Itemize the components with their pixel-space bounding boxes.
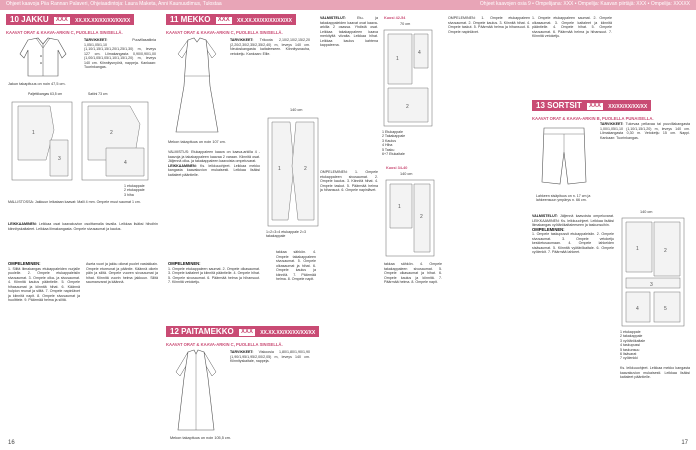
svg-text:3: 3 — [650, 282, 653, 288]
cutting-text: Leikkaa osat kaavakuvion osoittamalla tavalla. Leikkaa lisäksi hihoihin kiinnityskaitaleet. Leikkaa liimakangasta. Ompele sivusaumat ja kaulus. — [8, 222, 158, 231]
pattern-10-kicker: KAAVAT ORAT & KAAVA-ARKIN C, PUOLELLA SINISELLÄ. — [6, 30, 123, 35]
size-range-1: Kuosi 42-54 — [384, 16, 406, 20]
header-strip — [0, 0, 696, 10]
header-left-text: Ohjeet kaavoja Piia Rannan Palaveri, Ohjeiaadintoja: Laura Maketa, Anni Kaunuudimus, Tulostaa — [6, 1, 222, 7]
pattern-11-header — [166, 14, 296, 25]
page-number-right: 17 — [681, 440, 688, 446]
pattern-12-code: XXX — [240, 329, 253, 335]
cutting-legend-1: 1 Etukappale 2 Takakappale 3 Kaulus 4 Hiha 5 Tasku 6+7 Etukaitale — [382, 130, 406, 157]
materials-text: Tukevaa pellavaa tai puuvillakangasta 1,00/1,05/1,10 (1,10/1,15/1,20) m, leveys 140 cm. Liimakangasta 0,30 m. Vetoketju 15 cm. Nappi. Kankaan: Tuorinkangas. — [600, 122, 690, 140]
pattern-11-title: 11 MEKKO — [170, 15, 211, 24]
continued-text-6 — [620, 366, 690, 440]
materials-label: TARVIKKEET: — [230, 350, 254, 354]
continued-text-3 — [384, 262, 442, 440]
pattern-12-caption: Mekon takapituus on noin 105,5 cm. — [170, 436, 231, 440]
continued-text-1 — [320, 16, 378, 166]
pattern-11-materials — [230, 38, 310, 78]
shirt-dress-sketch-image — [170, 348, 222, 434]
svg-text:1: 1 — [32, 130, 35, 136]
pattern-13-measure: 140 cm — [640, 210, 653, 214]
pattern-11-kicker: KAAVAT ORAT & KAAVA-ARKIN C, PUOLELLA SINISELLÄ. — [166, 30, 283, 35]
svg-text:4: 4 — [636, 306, 639, 312]
prep-text: VALMISTUS: Etukappaleen kaava on kaava-arkilla 4 -kaavoja ja takakappaleen kaavaa 2 varaan. Kiinnitä osat. Jäljennä olka- ja takakappaleen kaavoista ompeluvarat. — [168, 150, 260, 164]
prep-text: Etu- ja takakappaleiden kaavat ovat kaava-arkilla 2 osassa. Yhdistä osat. Leikkaa takakappaleen kaava merkityltä viivalta. Leikkaa hihat. Leikkaa kaulus kahtena kappaleena. — [320, 16, 378, 48]
fabric-width-1: 70 cm — [400, 22, 411, 26]
jacket-sketch-image — [8, 36, 78, 80]
sewing-text: OMPELEMINEN: 1. Ompele etukappaleen sivusaumat. 2. Ompele kaulus. 3. Kiinnitä hihat. 4. Ompele taskut. 5. Päärmää helma ja hihansuut. 6. Ompele napinlävet. — [320, 170, 378, 193]
sewing-heading: OMPELEMINEN: — [532, 226, 565, 232]
materials-text: Viskoosia 1,80/1,80/1,90/1,90 (1,90/1,95/1,95/2,00/2,05) m, leveys 140 cm. Kiinnityskaitale, nappeja. — [230, 350, 310, 364]
pattern-13-materials — [600, 122, 690, 204]
pattern-11-caption: Mekon takapituus on noin 107 cm. — [168, 140, 226, 144]
continued-text-2 — [320, 170, 378, 440]
pattern-10-code: XXX — [55, 17, 68, 23]
pattern-10-title: 10 JAKKU — [10, 15, 49, 24]
sewing-heading: OMPELEMINEN: — [168, 262, 201, 266]
svg-text:4: 4 — [418, 50, 421, 56]
svg-text:1: 1 — [636, 246, 639, 252]
svg-text:5: 5 — [664, 306, 667, 312]
pattern-10-number: XX.XX.XX/XX/XX/XX/XX — [75, 18, 131, 24]
dress-cutting-layout — [266, 116, 320, 228]
pattern-11-code: XXX — [217, 17, 230, 23]
fabric-width-2: 140 cm — [400, 172, 413, 176]
pattern-10-sewing — [8, 262, 80, 432]
cutting-text: Ks. leikkuuohjeet. Leikkaa mekko kangasta kaavakuvion mukaisesti. Leikkaa lisäksi kaitaleet pääntielle. — [168, 163, 260, 177]
pattern-13-kicker: KAAVAT ORAT & KAAVA-ARKIN B, PUOLELLA PUNAISELLA. — [532, 116, 654, 121]
pattern-10-header — [6, 14, 134, 25]
sewing-text: 1. Silitä liimakangas etukappaleiden nurjalle puolelle. 2. Ompele etukappaleisiin sivusaumat. 3. Ompele olka- ja sivusaumat. 4. Kiinnitä kaulus pääntielle. 5. Ompele hihasaumat ja kiinnitä hihat. 6. Käännä hulpion reunat ja silitä. 7. Ompele napinlävet ja kiinnitä napit. 8. Ompele sivusaumat ja huolittele. 9. Päärmää helma ja silitä. — [8, 266, 80, 303]
svg-text:2: 2 — [406, 104, 409, 110]
svg-text:4: 4 — [124, 160, 127, 166]
pattern-13-title: 13 SORTSIT — [536, 101, 582, 110]
legend-item: 2 etukappale — [124, 188, 145, 193]
pattern-10-sewing2 — [86, 262, 158, 432]
svg-text:1: 1 — [278, 166, 281, 172]
sewing-text: 1. Ompele etukappaleen saumat. 2. Ompele olkasaumat. 3. Ompele kaitaleet ja kiinnitä pääntielle. 4. Ompele hihat. 5. Ompele sivusaumat. 6. Päärmää helma ja hihansuut. 7. Kiinnitä vetoketju. — [532, 16, 612, 39]
cutting-label: LEIKKAAMINEN: — [8, 222, 37, 226]
pattern-11-legend: 1=2=3=4 etukappale 2=3 takakappale — [266, 230, 306, 239]
pattern-13-number: XX/XX/XX/XX/XX — [608, 104, 648, 110]
pattern-10-pocket-label: Paljettikangas 63,5 cm — [28, 92, 63, 96]
cutting-text: Ks. leikkuuohjeet. Leikkaa mekko kangasta kaavakuvion mukaisesti. Leikkaa lisäksi kaitaleet pääntielle. — [620, 366, 690, 380]
svg-text:2: 2 — [110, 130, 113, 136]
svg-text:1: 1 — [398, 204, 401, 210]
svg-text:2: 2 — [304, 166, 307, 172]
pattern-12-text — [276, 250, 316, 440]
pattern-13-legend: 1 etukappale 2 takakappale 3 vyötärökaitale 4 taskupussi 5 taskunsuu 6 lisävarat 7 vyölenkki — [620, 330, 646, 361]
header-right-text: Ohjeet kaavojen osia 9 • Ompelijana: XXX • Ompelija: Kaavan piirtäjä: XXX • Ompelija: XXXXX — [479, 1, 690, 7]
pattern-12-kicker: KAAVAT ORAT & KAAVA-ARKIN C, PUOLELLA SINISELLÄ. — [166, 342, 283, 347]
svg-text:2: 2 — [420, 214, 423, 220]
pattern-10-caption: Jakun takapituus on noin 47,5 cm. — [8, 82, 66, 86]
jacket-cutting-layout — [10, 100, 158, 182]
pattern-11-measure: 140 cm — [290, 108, 303, 112]
prep-label: VALMISTELUT: — [532, 214, 558, 218]
cutting-layout-size-42-54 — [382, 28, 434, 128]
continued-text-5 — [532, 16, 612, 96]
pattern-13-text — [532, 214, 614, 440]
pattern-10-satin-label: Satiini 73 cm — [88, 92, 108, 96]
size-range-2: Kuosi 34-40 — [386, 166, 408, 170]
prep-text: Jäljennä kaavoista ompeluvarat. LEIKKAAMINEN: Ks. leikkuuohjeet. Leikkaa lisäksi liimakangas vyötärökaitaleeseen ja taskunsuihin. — [532, 214, 614, 228]
dress-sketch-image — [168, 36, 226, 136]
materials-label: TARVIKKEET: — [230, 38, 254, 42]
sewing-text: 1. Ompele taskupussit etukappaleisiin. 2. Ompele sivusaumat. 3. Ompele vetoketju keskietusaumaan. 4. Ompele lahkeiden sisäsaumat. 5. Kiinnitä vyötärökaitale. 6. Ompele vyölenkit. 7. Päärmää lahkeet. — [532, 232, 614, 255]
sewing-text: 1. Ompele etukappaleen saumat. 2. Ompele olkasaumat. 3. Ompele kaitaleet ja kiinnitä pääntielle. 4. Ompele hihat. 5. Ompele sivusaumat. 6. Päärmää helma ja hihansuut. 7. Kiinnitä vetoketju. — [168, 266, 260, 285]
pattern-10-cutting — [8, 222, 158, 244]
pattern-10-legend — [124, 184, 145, 197]
sewing-text: OMPELEMINEN: 1. Ompele etukappaleen sivusaumat. 2. Ompele kaulus. 3. Kiinnitä hihat. 4. Ompele taskut. 5. Päärmää helma ja hihansuut. 6. Ompele napinlävet. — [448, 16, 530, 34]
svg-text:3: 3 — [58, 156, 61, 162]
sewing-text-2: Aseta vuori ja jakku oikeat puolet vastakkain. Ompele etureunat ja pääntie. Käännä oikein päin ja silitä. Ompele vuoren sivusaumat ja hihat. Kiinnitä vuorin helma jakkuun. Silitä saumanvarat ja käännä. — [86, 262, 158, 285]
prep-label: VALMISTELUT: — [320, 16, 346, 20]
pattern-13-caption: Lahkeen sisäpituus on n. 17 cm ja lahkeensuun ympärys n. 66 cm. — [536, 194, 591, 202]
pattern-10-materials — [84, 38, 156, 72]
pattern-11-sewing — [168, 262, 260, 322]
continued-text-4 — [448, 16, 530, 214]
body-text: takkaa sähkön. 4. Ompele takakappaleen sivusaumat. 5. Ompele olkasaumat ja hihat. 6. Ompele kaulus ja kiinnitä. 7. Päärmää helma. 8. Ompele napit. — [276, 250, 316, 282]
body-text: takkaa sähkön. 4. Ompele takakappaleen sivusaumat. 5. Ompele olkasaumat ja hihat. 6. Ompele kaulus ja kiinnitä. 7. Päärmää helma. 8. Ompele napit. — [384, 262, 442, 285]
pattern-12-number: XX.XX.XX/XX/XX/XX/XX — [260, 330, 316, 336]
pattern-11-number: XX.XX.XX/XX/XX/XX/XX — [236, 18, 292, 24]
cutting-layout-size-34-40 — [384, 178, 436, 258]
materials-text: Trikoota 2,10/2,10/2,15/2,20 (2,20/2,30/2,35/2,35/2,40) m, leveys 140 cm. Neuloskangasta kaitaleeseen. Kiinnitysnauha, vetoketju. Kankaan: Ellie. — [230, 38, 310, 56]
pattern-13-code: XXX — [589, 103, 602, 109]
pattern-11-text — [168, 150, 260, 262]
pattern-10-measure-text — [8, 200, 158, 222]
sewing-heading: OMPELEMINEN: — [8, 262, 41, 266]
pattern-10-materials-label: TARVIKKEET: — [84, 38, 108, 42]
pattern-12-title: 12 PAITAMEKKO — [170, 327, 234, 336]
pattern-13-header — [532, 100, 651, 111]
svg-text:2: 2 — [664, 248, 667, 254]
pattern-10-materials-text: Puuvillasatiinia 1,05/1,05/1,10 (1,10/1,15/1,15/1,20/1,25/1,30) m, leveys 127 cm. Liimakangasta 0,90/0,90/1,00 (1,00/1,05/1,05/1,10/1,15/1,20) m, leveys 140 cm. Kiinnitysnyörä, nappeja. Kankaan: Tuorinkangas. — [84, 38, 156, 70]
materials-label: TARVIKKEET: — [600, 122, 624, 126]
legend-item: 1 etukappale — [124, 184, 145, 188]
shorts-sketch-image — [536, 122, 592, 192]
page-number-left: 16 — [8, 440, 15, 446]
shorts-cutting-layout — [620, 216, 686, 328]
svg-text:1: 1 — [396, 56, 399, 62]
measure-text: MALLISTOSSA: Jakkuun leikataan kaavat: Malli 4 mm. Ompele muut saumat 1 cm. — [8, 200, 141, 204]
legend-item: 3 hiha — [124, 192, 134, 197]
cutting-label: LEIKKAAMINEN: — [168, 163, 197, 168]
